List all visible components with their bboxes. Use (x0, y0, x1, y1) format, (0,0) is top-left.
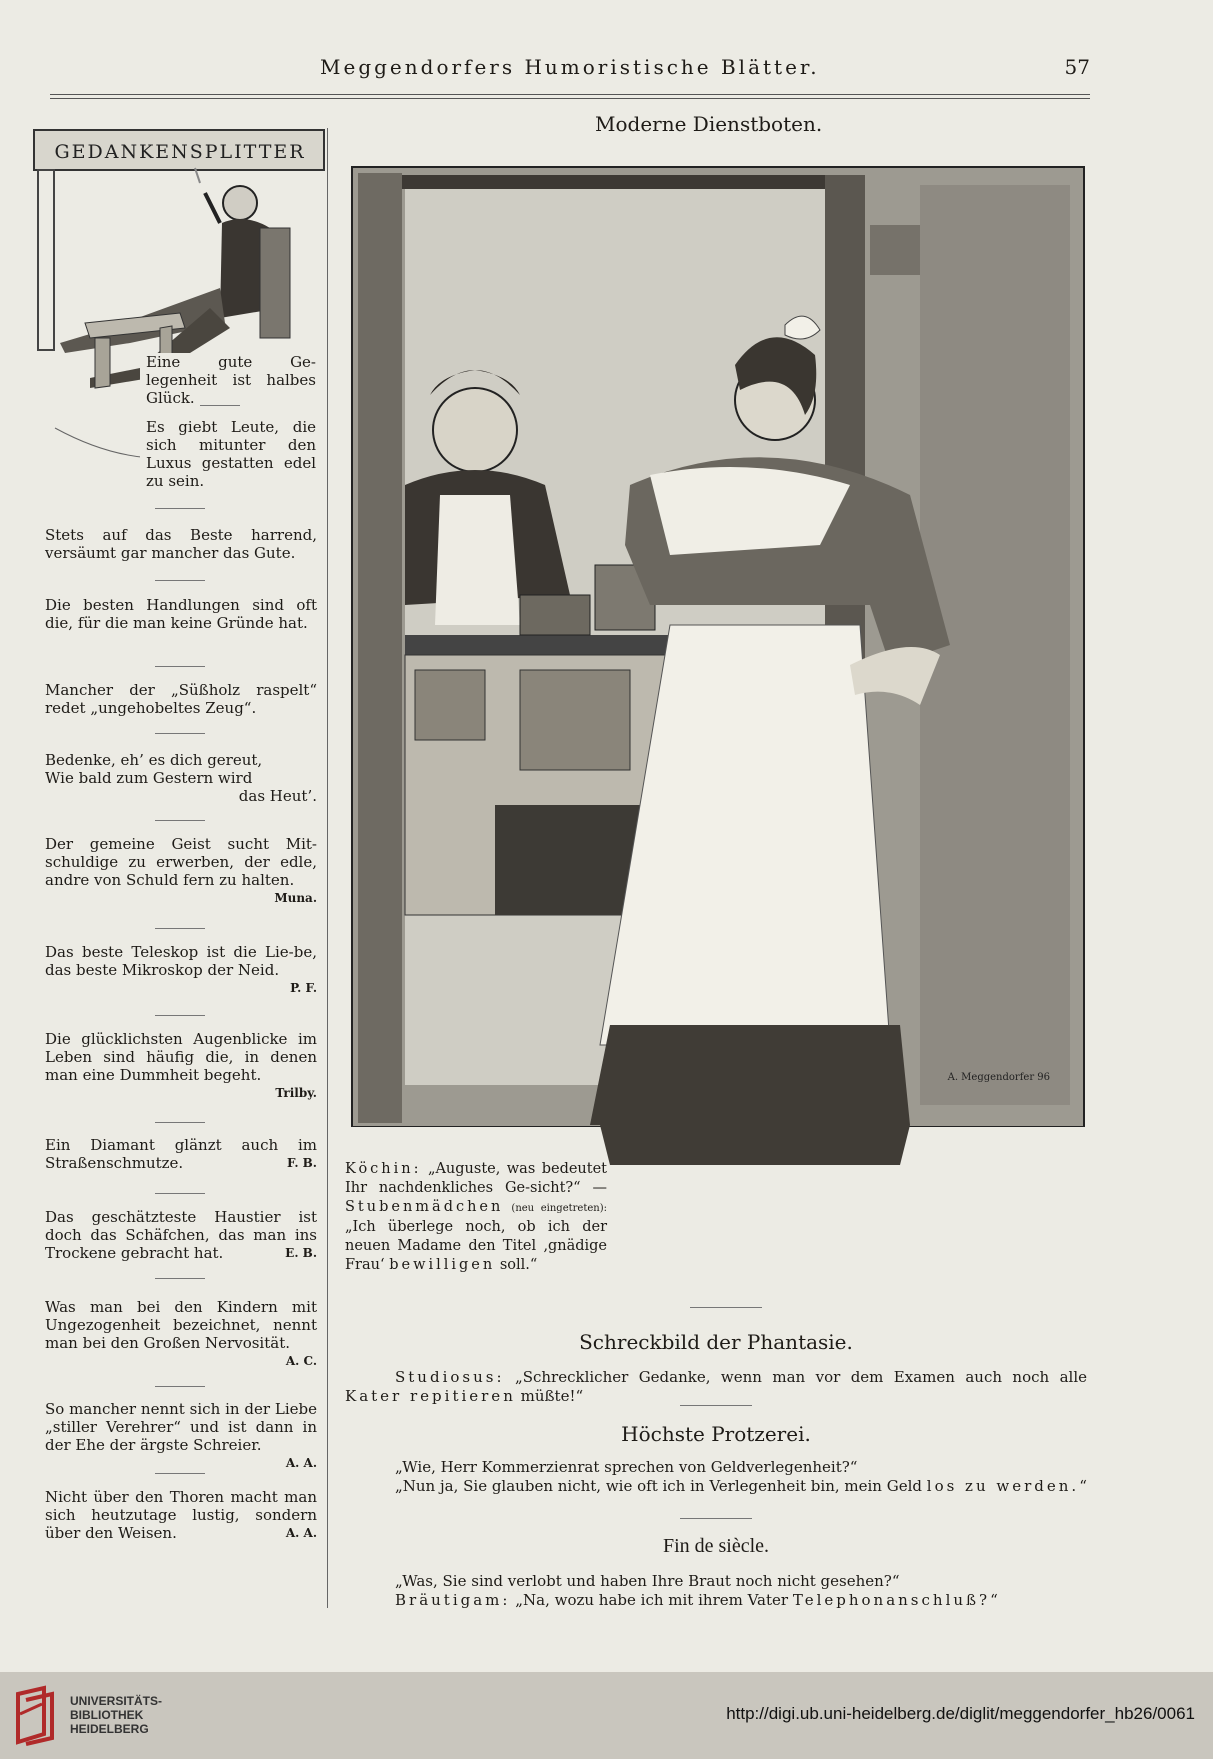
aphorism-9 (45, 1030, 317, 1102)
aphorism-4 (45, 596, 317, 632)
caption-line: „Ich überlege noch, ob ich der neuen Madame den Titel ‚gnädige Frau‘ (345, 1219, 607, 1273)
aphorism-text: Die besten Handlungen sind oft die, für die man keine Gründe hat. (45, 596, 317, 632)
text-line: „Wie, Herr Kommerzienrat sprechen von Geldverlegenheit?“ (395, 1458, 858, 1476)
aphorism-text: Nicht über den Thoren macht man sich heutzutage lustig, sondern über den Weisen. (45, 1488, 317, 1542)
aphorism-12 (45, 1298, 317, 1370)
aphorism-text: Der gemeine Geist sucht Mit-schuldige zu erwerben, der edle, andre von Schuld fern zu halten. (45, 835, 317, 889)
separator (155, 666, 205, 667)
separator (155, 928, 205, 929)
caption-speaker: Köchin: (345, 1161, 422, 1177)
aphorism-11 (45, 1208, 317, 1262)
library-name-line: HEIDELBERG (70, 1722, 149, 1736)
aphorism-text: Stets auf das Beste harrend, versäumt gar mancher das Gute. (45, 526, 317, 562)
aphorism-line: Bedenke, eh’ es dich gereut, (45, 751, 263, 769)
speaker: Bräutigam: (395, 1591, 511, 1609)
library-name-line: BIBLIOTHEK (70, 1708, 144, 1722)
separator (155, 1278, 205, 1279)
text-line: “ (1079, 1477, 1087, 1495)
source-url[interactable]: http://digi.ub.uni-heidelberg.de/diglit/meggendorfer_hb26/0061 (726, 1704, 1195, 1723)
aphorism-14 (45, 1488, 317, 1542)
aphorism-8 (45, 943, 317, 997)
caption-stage-direction: (neu eingetreten): (511, 1203, 607, 1214)
section-text-protzerei (345, 1458, 1087, 1496)
text-line: “ (990, 1591, 998, 1609)
emphasis: Telephonanschluß? (792, 1591, 991, 1609)
caption-line: soll.“ (499, 1257, 538, 1273)
speaker: Studiosus: (395, 1368, 505, 1386)
text-line: „Na, wozu habe ich mit ihrem Vater (515, 1591, 789, 1609)
aphorism-author: A. A. (285, 1526, 317, 1540)
maids-illustration (350, 165, 1090, 1245)
caption-speaker: Stubenmädchen (345, 1199, 504, 1215)
header-rule-2 (50, 98, 1090, 99)
separator (155, 1473, 205, 1474)
separator (155, 1122, 205, 1123)
aphorism-author: Trilby. (275, 1086, 317, 1100)
aphorism-2 (146, 418, 316, 490)
caption-line: „Auguste, was bedeutet Ihr nachdenkliches Ge-sicht?“ — (345, 1161, 607, 1196)
aphorism-line: Wie bald zum Gestern wird (45, 769, 253, 787)
aphorism-13 (45, 1400, 317, 1472)
caption-emphasis: bewilligen (389, 1257, 496, 1273)
separator (155, 508, 205, 509)
journal-title: Meggendorfers Humoristische Blätter. (320, 55, 820, 79)
aphorism-author: Muna. (274, 891, 317, 905)
aphorism-text: Das beste Teleskop ist die Lie-be, das beste Mikroskop der Neid. (45, 943, 317, 979)
header-rule (50, 94, 1090, 95)
text-line: „Schrecklicher Gedanke, wenn man vor dem Examen auch noch alle (514, 1368, 1087, 1386)
text-line: „Was, Sie sind verlobt und haben Ihre Braut noch nicht gesehen?“ (395, 1572, 900, 1590)
artist-signature: A. Meggendorfer 96 (947, 1072, 1050, 1083)
separator (155, 733, 205, 734)
separator (155, 1015, 205, 1016)
aphorism-author: A. C. (285, 1354, 317, 1368)
aphorism-text: Mancher der „Süßholz raspelt“ redet „ungehobeltes Zeug“. (45, 681, 317, 717)
library-name (70, 1694, 162, 1736)
aphorism-author: A. A. (285, 1456, 317, 1470)
aphorism-6 (45, 751, 317, 805)
aphorism-7 (45, 835, 317, 907)
aphorism-1 (146, 353, 316, 407)
section-rule (690, 1307, 762, 1308)
aphorism-text: So mancher nennt sich in der Liebe „stiller Verehrer“ und ist dann in der Ehe der ärgste Schreier. (45, 1400, 317, 1454)
aphorism-author: E. B. (285, 1246, 317, 1260)
aphorism-text: Was man bei den Kindern mit Ungezogenheit bezeichnet, nennt man bei den Großen Nervosität. (45, 1298, 317, 1352)
banner-text: GEDANKENSPLITTER (54, 141, 306, 163)
cartoon-caption (345, 1160, 607, 1275)
section-rule (680, 1518, 752, 1519)
emphasis: Kater repitieren (345, 1387, 516, 1405)
digitization-footer (0, 1672, 1213, 1759)
section-rule (680, 1405, 752, 1406)
separator (200, 405, 240, 406)
emphasis: los zu werden. (926, 1477, 1080, 1495)
aphorism-author: P. F. (290, 981, 317, 995)
aphorism-5 (45, 681, 317, 717)
text-line: „Nun ja, Sie glauben nicht, wie oft ich in Verlegenheit bin, mein Geld (395, 1477, 922, 1495)
aphorism-10 (45, 1136, 317, 1172)
page-header (50, 55, 1090, 95)
text-line: müßte!“ (520, 1387, 584, 1405)
separator (155, 1193, 205, 1194)
aphorism-text: Die glücklichsten Augenblicke im Leben sind häufig die, in denen man eine Dummheit begeht. (45, 1030, 317, 1084)
section-text-schreckbild (345, 1368, 1087, 1406)
section-text-fin-de-siecle (345, 1572, 1087, 1610)
library-name-line: UNIVERSITÄTS- (70, 1694, 163, 1708)
aphorism-3 (45, 526, 317, 562)
aphorism-text: Das geschätzteste Haustier ist doch das Schäfchen, das man ins Trockene gebracht hat. (45, 1208, 317, 1262)
separator (155, 1386, 205, 1387)
page-number: 57 (1064, 55, 1090, 79)
separator (155, 820, 205, 821)
section-title-fin-de-siecle: Fin de siècle. (662, 1535, 770, 1557)
section-title-protzerei: Höchste Protzerei. (621, 1422, 811, 1446)
cartoon-title: Moderne Dienstboten. (595, 112, 823, 136)
university-library-logo-icon (14, 1684, 62, 1746)
aphorism-text: Es giebt Leute, die sich mitunter den Luxus gestatten edel zu sein. (146, 418, 316, 490)
aphorism-text: Ein Diamant glänzt auch im Straßenschmutze. (45, 1136, 317, 1172)
section-title-schreckbild: Schreckbild der Phantasie. (579, 1330, 853, 1354)
aphorism-text: Eine gute Ge-legenheit ist halbes Glück. (146, 353, 316, 407)
separator (155, 580, 205, 581)
aphorism-author: F. B. (287, 1156, 317, 1170)
aphorism-line: das Heut’. (238, 787, 317, 805)
